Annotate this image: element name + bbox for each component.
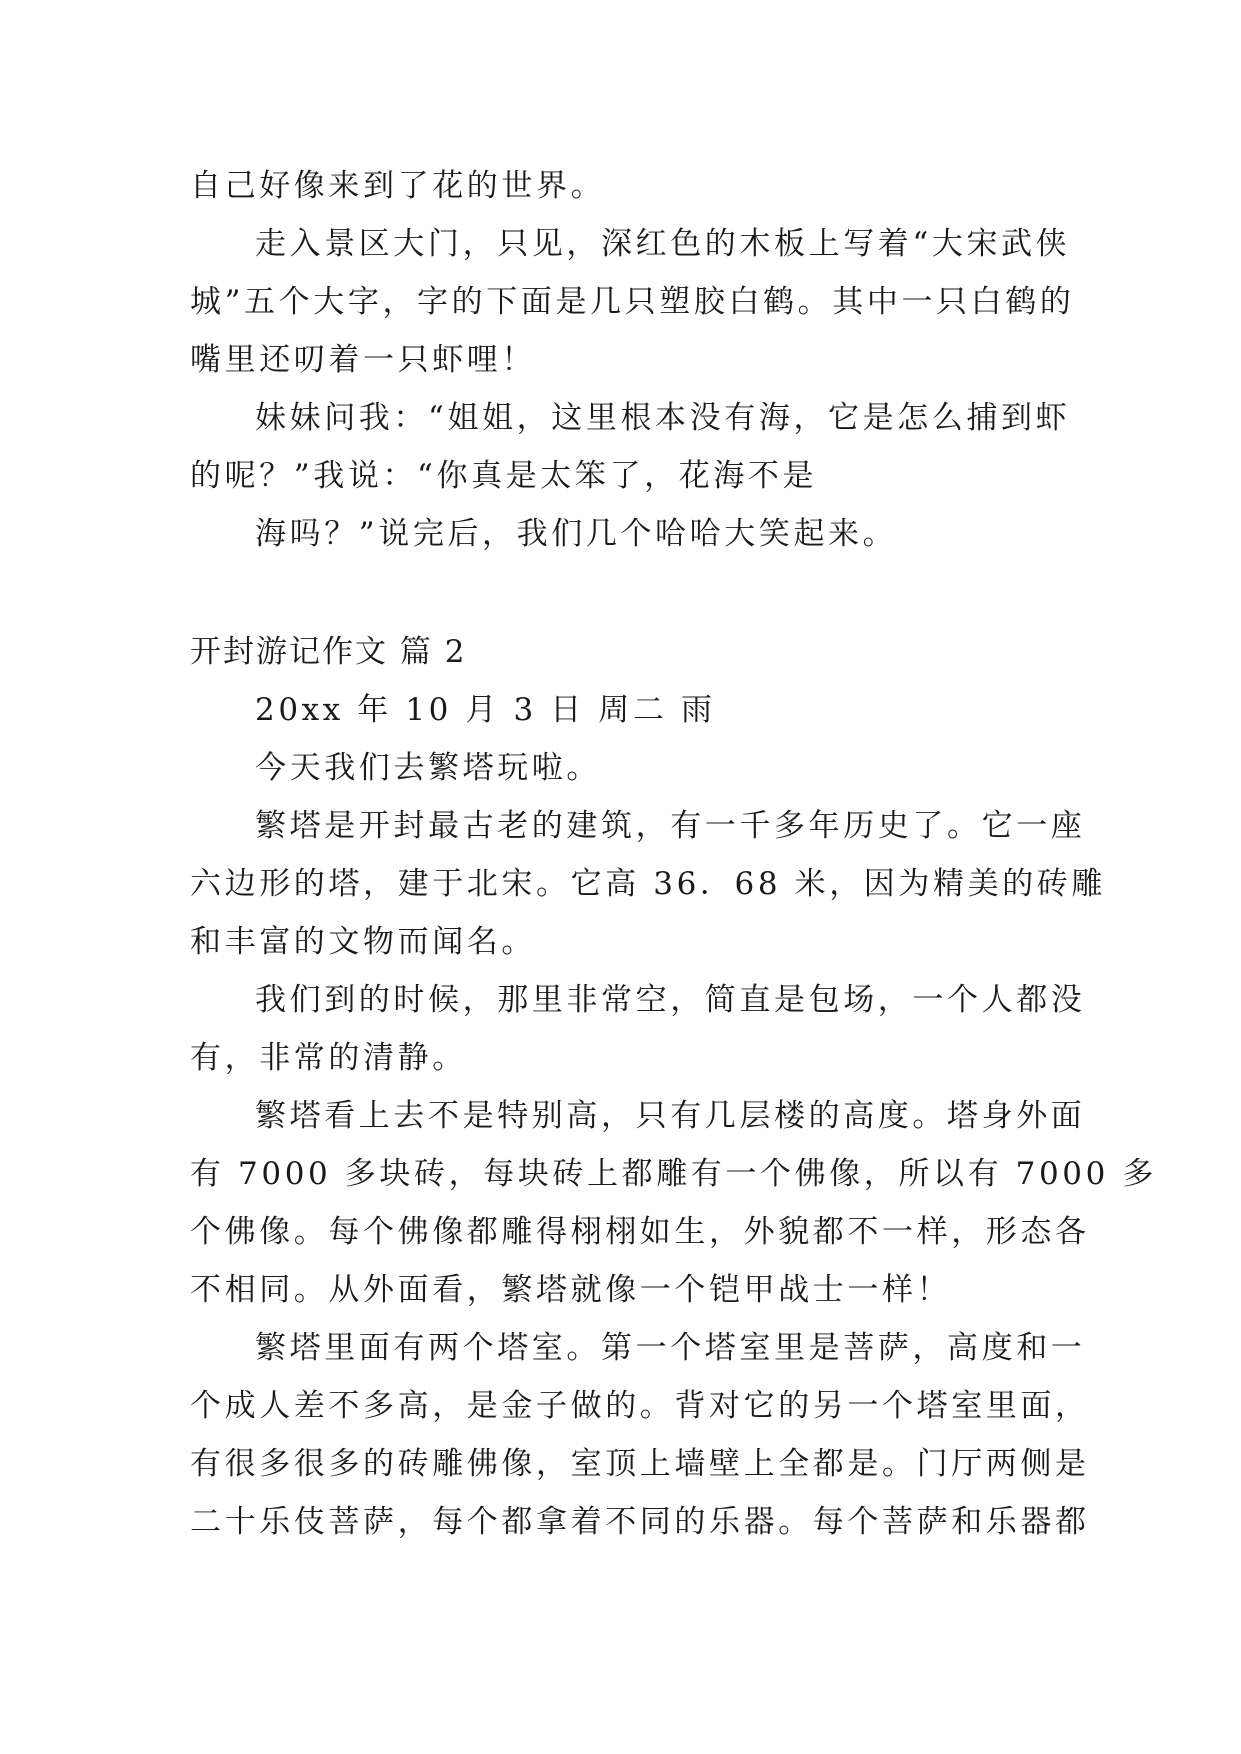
paragraph-line: 二十乐伎菩萨，每个都拿着不同的乐器。每个菩萨和乐器都 xyxy=(190,1504,1090,1540)
paragraph-line: 我们到的时候，那里非常空，简直是包场，一个人都没 xyxy=(255,982,1086,1018)
paragraph-line: 个成人差不多高，是金子做的。背对它的另一个塔室里面， xyxy=(190,1388,1090,1424)
paragraph-line: 的呢？”我说：“你真是太笨了，花海不是 xyxy=(190,458,818,494)
paragraph-line: 繁塔里面有两个塔室。第一个塔室里是菩萨，高度和一 xyxy=(255,1330,1086,1366)
paragraph-line: 有 7000 多块砖，每块砖上都雕有一个佛像，所以有 7000 多 xyxy=(190,1156,1157,1192)
paragraph-line: 有，非常的清静。 xyxy=(190,1040,467,1076)
paragraph-line: 妹妹问我：“姐姐，这里根本没有海，它是怎么捕到虾 xyxy=(255,400,1071,436)
paragraph-line: 有很多很多的砖雕佛像，室顶上墙壁上全都是。门厅两侧是 xyxy=(190,1446,1090,1482)
paragraph-line: 海吗？”说完后，我们几个哈哈大笑起来。 xyxy=(255,516,898,552)
date-line: 20xx 年 10 月 3 日 周二 雨 xyxy=(255,692,716,728)
paragraph-line: 和丰富的文物而闻名。 xyxy=(190,924,536,960)
paragraph-line: 个佛像。每个佛像都雕得栩栩如生，外貌都不一样，形态各 xyxy=(190,1214,1090,1250)
paragraph-line: 城”五个大字，字的下面是几只塑胶白鹤。其中一只白鹤的 xyxy=(190,284,1075,320)
paragraph-line: 不相同。从外面看，繁塔就像一个铠甲战士一样！ xyxy=(190,1272,952,1308)
paragraph-line: 繁塔看上去不是特别高，只有几层楼的高度。塔身外面 xyxy=(255,1098,1086,1134)
paragraph-line: 自己好像来到了花的世界。 xyxy=(190,168,606,204)
paragraph-line: 走入景区大门，只见，深红色的木板上写着“大宋武侠 xyxy=(255,226,1071,262)
paragraph-line: 六边形的塔，建于北宋。它高 36．68 米，因为精美的砖雕 xyxy=(190,866,1106,902)
paragraph-line: 嘴里还叨着一只虾哩！ xyxy=(190,342,536,378)
paragraph-line: 今天我们去繁塔玩啦。 xyxy=(255,750,601,786)
section-heading: 开封游记作文 篇 2 xyxy=(190,634,467,670)
paragraph-line: 繁塔是开封最古老的建筑，有一千多年历史了。它一座 xyxy=(255,808,1086,844)
